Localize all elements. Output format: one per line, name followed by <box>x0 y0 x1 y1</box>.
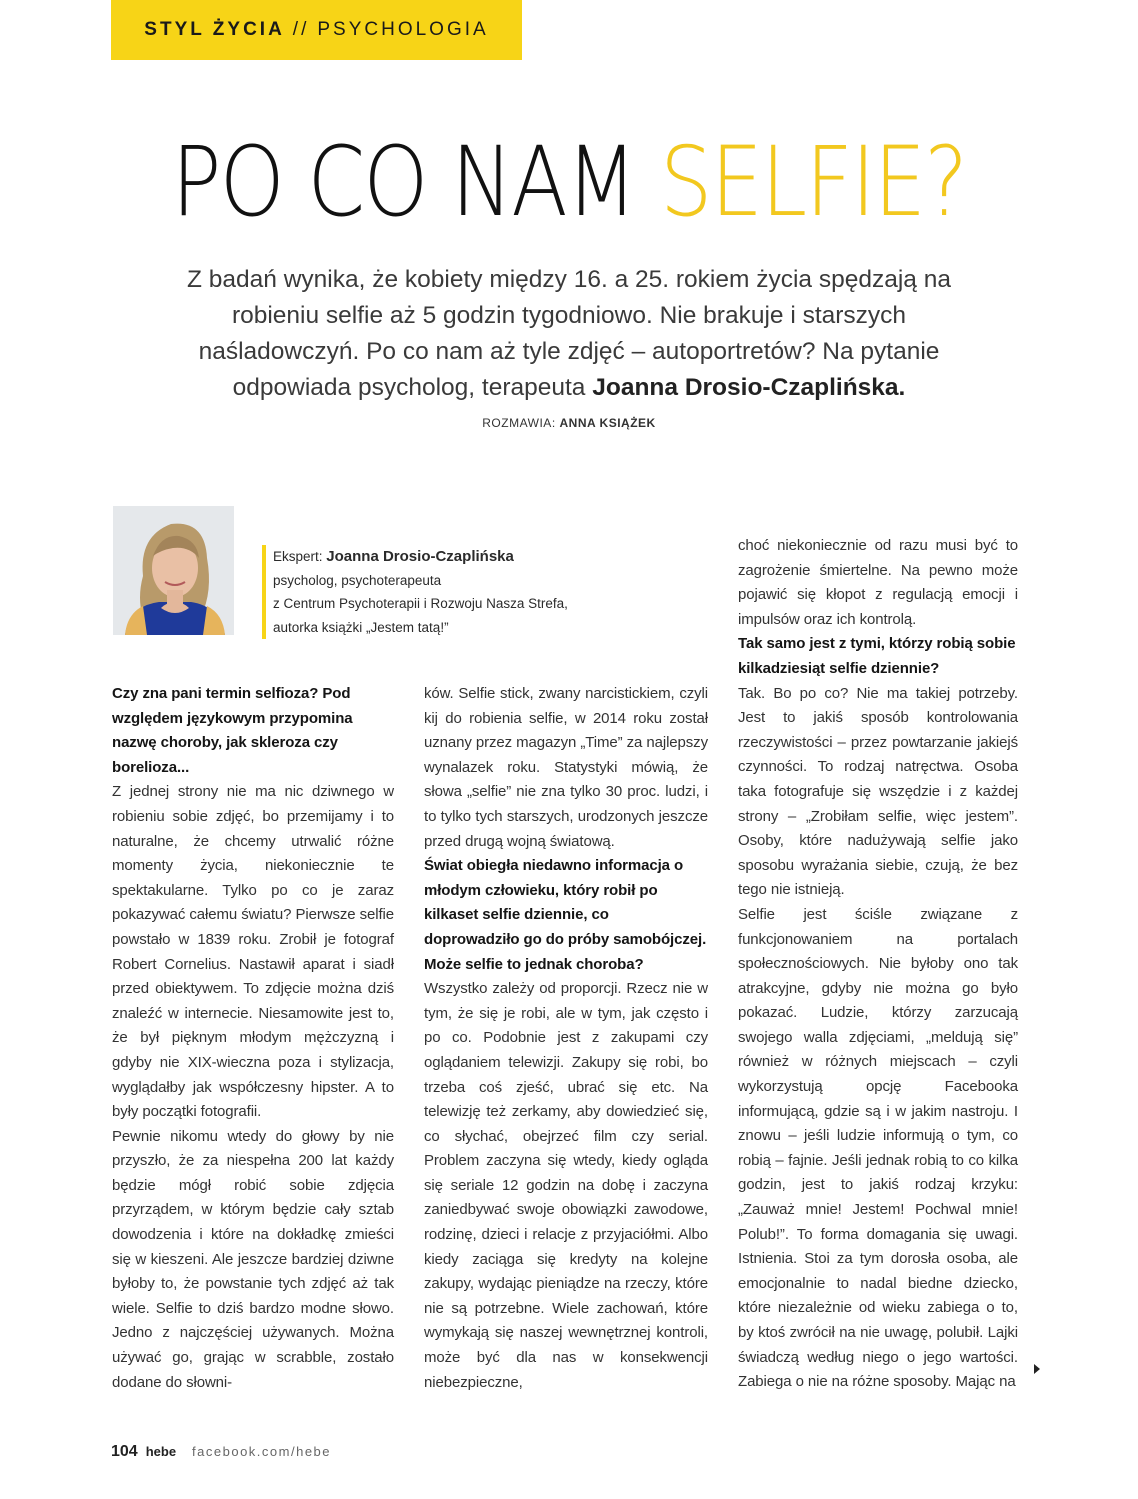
page-title <box>80 126 1059 238</box>
byline-label: ROZMAWIA: <box>482 416 556 430</box>
byline-author: ANNA KSIĄŻEK <box>559 416 656 430</box>
answer-3b: Tak. Bo po co? Nie ma takiej potrzeby. Jest to jakiś sposób kontrolowania rzeczywistości – przez powtarzanie jakiejś czynności. To rodzaj natręctwa. Osoba taka fotografuje się wszędzie i z każdej strony – „Zrobiłam selfie, więc jestem”. Osoby, które nadużywają selfie jako sposobu wyrażania siebie, czują, że bez tego nie istnieją. <box>738 684 1018 899</box>
expert-label: Ekspert: <box>273 549 323 564</box>
continue-arrow-icon <box>1034 1364 1040 1374</box>
lead-paragraph <box>160 262 978 406</box>
expert-box <box>262 545 633 639</box>
byline <box>0 416 1138 430</box>
section-tag <box>111 0 522 60</box>
expert-photo <box>113 506 234 635</box>
lead-text: Z badań wynika, że kobiety między 16. a 25. rokiem życia spędzają na robieniu selfie aż 5 godzin tygodniowo. Nie brakuje i starszych naśladowczyń. Po co nam aż tyle zdjęć – autoportretów? Na pytanie odpowiada psycholog, terapeuta <box>187 266 951 401</box>
facebook-link[interactable]: facebook.com/hebe <box>192 1444 332 1459</box>
section-separator: // <box>292 19 310 40</box>
answer-3c: Selfie jest ściśle związane z funkcjonowaniem na portalach społecznościowych. Nie byłoby ono tak atrakcyjne, gdyby nie można go było pokazać. Ludzie, którzy zarzucają swojego walla zdjęciami, „meldują się” również w różnych miejscach – czyli wykorzystują opcję Facebooka informującą, gdzie są i w jakim nastroju. I znowu – jeśli ludzie informują o tym, co robią – fajnie. Jeśli jednak robią to co kilka godzin, jest to jakiś rodzaj krzyku: „Zauważ mnie! Jestem! Pochwal mnie! Polub!”. To forma domagania się uwagi. Istnienia. Stoi za tym dorosła osoba, ale emocjonalnie to nadal biedne dziecko, które niezależnie od wieku zabiega o to, by ktoś zwrócił na nie uwagę, polubił. Lajki świadczą według niego o jego wartości. Zabiega o nie na różne sposoby. Mając na <box>738 905 1018 1391</box>
expert-line3: autorka książki „Jestem tatą!” <box>273 619 449 635</box>
answer-1b: Pewnie nikomu wtedy do głowy by nie przyszło, że za niespełna 200 lat każdy będzie mógł robić sobie zdjęcia przyrządem, w którym będzie cały sztab dowodzenia i które na dokładkę zmieści się w kieszeni. Ale jeszcze bardziej dziwne byłoby to, że powstanie tych zdjęć aż tak wiele. Selfie to dziś bardzo modne słowo. Jedno z najczęściej używanych. Można używać go, grając w scrabble, zostało dodane do słowni- <box>112 1127 394 1391</box>
answer-2b: Wszystko zależy od proporcji. Rzecz nie w tym, że się je robi, ale w tym, jak często i po co. Podobnie jest z zakupami czy oglądaniem telewizji. Zakupy się robi, bo trzeba coś zjeść, ubrać się etc. Na telewizję też zerkamy, aby dowiedzieć się, co słychać, obejrzeć film czy serial. Problem zaczyna się wtedy, kiedy ogląda się seriale 12 godzin na dobę i zaczyna zaniedbywać swoje obowiązki zawodowe, rodzinę, dzieci i relacje z przyjaciółmi. Albo kiedy zaciąga się kredyty na kolejne zakupy, wydając pieniądze na rzeczy, które nie są potrzebne. Wiele zachowań, które wymykają się naszej wewnętrznej kontroli, może być dla nas w konsekwencji niebezpieczne, <box>424 980 708 1391</box>
portrait-illustration <box>113 506 234 635</box>
expert-line1: psycholog, psychoterapeuta <box>273 572 442 588</box>
expert-name: Joanna Drosio-Czaplińska <box>326 548 514 565</box>
page-footer <box>111 1443 331 1461</box>
section-sub: PSYCHOLOGIA <box>317 19 489 40</box>
question-2: Świat obiegła niedawno informacja o młodym człowieku, który robił po kilkaset selfie dziennie, co doprowadziło go do próby samobójczej. Może selfie to jednak choroba? <box>424 857 707 973</box>
headline-part1: PO CO NAM <box>171 126 636 238</box>
column-2 <box>424 682 708 1395</box>
question-3: Tak samo jest z tymi, którzy robią sobie kilkadziesiąt selfie dziennie? <box>738 635 1016 677</box>
lead-name: Joanna Drosio-Czaplińska. <box>592 374 906 401</box>
question-1: Czy zna pani termin selfioza? Pod względem językowym przypomina nazwę choroby, jak skleroza czy borelioza... <box>112 685 353 776</box>
answer-2a: ków. Selfie stick, zwany narcistickiem, czyli kij do robienia selfie, w 2014 roku został uznany przez magazyn „Time” za najlepszy wynalazek roku. Statystyki mówią, że słowa „selfie” nie zna tylko 30 proc. ludzi, i to tylko tych starszych, urodzonych jeszcze przed drugą wojną światową. <box>424 685 708 850</box>
column-1 <box>112 682 394 1395</box>
brand-logo: hebe <box>145 1444 177 1459</box>
headline-part2: SELFIE? <box>660 126 967 238</box>
expert-line2: z Centrum Psychoterapii i Rozwoju Nasza Strefa, <box>273 596 568 611</box>
answer-3a: choć niekoniecznie od razu musi być to zagrożenie śmiertelne. Na pewno może pojawić się kłopot z regulacją emocji i impulsów oraz ich kontrolą. <box>738 537 1018 628</box>
answer-1a: Z jednej strony nie ma nic dziwnego w robieniu sobie zdjęć, bo przemijamy i to naturalne, że chcemy utrwalić różne momenty życia, niekoniecznie te spektakularne. Tylko po co je zaraz pokazywać całemu światu? Pierwsze selfie powstało w 1839 roku. Zrobił je fotograf Robert Cornelius. Nastawił aparat i siadł przed obiektywem. To zdjęcie można dziś znaleźć w internecie. Niesamowite jest to, że był pięknym młodym mężczyzną i gdyby nie XIX-wieczna poza i stylizacja, wyglądałby jak współczesny hipster. A to były początki fotografii. <box>112 783 394 1121</box>
column-3 <box>738 534 1018 1395</box>
page-number: 104 <box>111 1443 138 1460</box>
section-main: STYL ŻYCIA <box>144 19 285 40</box>
